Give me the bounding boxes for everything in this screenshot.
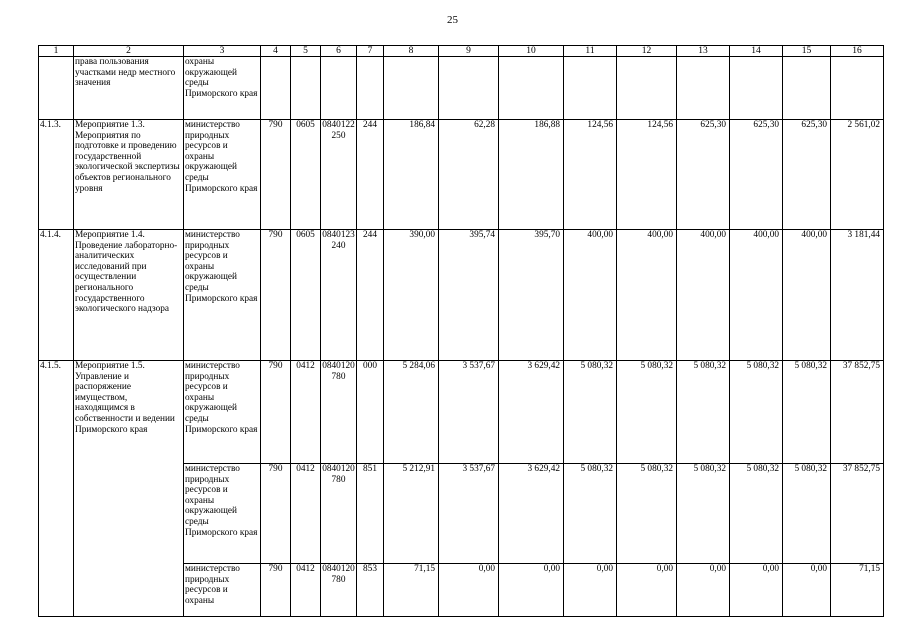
measure-name: права пользования участками недр местного значения — [74, 57, 184, 120]
value-cell: 0,00 — [617, 564, 677, 617]
value-cell — [564, 57, 617, 120]
value-cell: 71,15 — [384, 564, 439, 617]
budget-table — [38, 45, 884, 617]
value-cell: 5 080,32 — [783, 464, 831, 564]
value-cell — [439, 57, 499, 120]
value-cell: 625,30 — [783, 120, 831, 230]
executor-name: министерство природных ресурсов и охраны — [184, 564, 261, 617]
column-header: 12 — [617, 46, 677, 57]
value-cell: 0,00 — [499, 564, 564, 617]
value-cell: 3 181,44 — [831, 230, 884, 361]
measure-name: Мероприятие 1.5. Управление и распоряжение имуществом, находящимся в собственности и ведении Приморского края — [74, 361, 184, 617]
value-cell: 400,00 — [677, 230, 730, 361]
value-cell: 5 284,06 — [384, 361, 439, 464]
value-cell: 625,30 — [730, 120, 783, 230]
code-rz-pr: 0605 — [291, 120, 321, 230]
value-cell: 3 629,42 — [499, 361, 564, 464]
code-rz-pr: 0412 — [291, 464, 321, 564]
code-gr: 790 — [261, 230, 291, 361]
value-cell: 5 080,32 — [617, 361, 677, 464]
executor-name: министерство природных ресурсов и охраны окружающей среды Приморского края — [184, 120, 261, 230]
code-rz-pr: 0605 — [291, 230, 321, 361]
measure-name: Мероприятие 1.3. Мероприятия по подготовке и проведению государственной экологической экспертизы объектов регионального уровня — [74, 120, 184, 230]
value-cell: 0,00 — [730, 564, 783, 617]
value-cell: 400,00 — [730, 230, 783, 361]
code-vr: 853 — [357, 564, 384, 617]
value-cell — [783, 57, 831, 120]
column-header: 6 — [321, 46, 357, 57]
table-row — [39, 120, 884, 230]
column-header: 7 — [357, 46, 384, 57]
row-number: 4.1.5. — [39, 361, 74, 617]
value-cell: 5 080,32 — [677, 464, 730, 564]
value-cell: 390,00 — [384, 230, 439, 361]
value-cell: 395,74 — [439, 230, 499, 361]
value-cell: 400,00 — [617, 230, 677, 361]
row-number: 4.1.4. — [39, 230, 74, 361]
code-csr: 0840120780 — [321, 464, 357, 564]
code-vr: 000 — [357, 361, 384, 464]
value-cell: 3 537,67 — [439, 464, 499, 564]
value-cell: 400,00 — [783, 230, 831, 361]
value-cell: 71,15 — [831, 564, 884, 617]
executor-name: министерство природных ресурсов и охраны окружающей среды Приморского края — [184, 464, 261, 564]
code-rz-pr — [291, 57, 321, 120]
executor-name: министерство природных ресурсов и охраны окружающей среды Приморского края — [184, 361, 261, 464]
table-row — [39, 361, 884, 464]
column-header: 13 — [677, 46, 730, 57]
code-csr: 0840120780 — [321, 564, 357, 617]
value-cell: 37 852,75 — [831, 464, 884, 564]
value-cell: 3 629,42 — [499, 464, 564, 564]
value-cell: 0,00 — [783, 564, 831, 617]
value-cell: 186,84 — [384, 120, 439, 230]
page-number: 25 — [447, 14, 458, 26]
value-cell: 0,00 — [677, 564, 730, 617]
value-cell: 400,00 — [564, 230, 617, 361]
value-cell: 0,00 — [564, 564, 617, 617]
value-cell: 186,88 — [499, 120, 564, 230]
table-row — [39, 230, 884, 361]
measure-name: Мероприятие 1.4. Проведение лабораторно-аналитических исследований при осуществлении регионального государственного экологического надзора — [74, 230, 184, 361]
code-vr: 851 — [357, 464, 384, 564]
column-header: 16 — [831, 46, 884, 57]
value-cell: 124,56 — [564, 120, 617, 230]
value-cell: 124,56 — [617, 120, 677, 230]
value-cell: 0,00 — [439, 564, 499, 617]
code-vr: 244 — [357, 120, 384, 230]
code-rz-pr: 0412 — [291, 564, 321, 617]
row-number — [39, 57, 74, 120]
value-cell — [831, 57, 884, 120]
executor-name: охраны окружающей среды Приморского края — [184, 57, 261, 120]
column-header: 4 — [261, 46, 291, 57]
code-gr: 790 — [261, 564, 291, 617]
column-header: 15 — [783, 46, 831, 57]
column-header: 8 — [384, 46, 439, 57]
column-header: 5 — [291, 46, 321, 57]
code-gr: 790 — [261, 361, 291, 464]
code-csr: 0840122250 — [321, 120, 357, 230]
value-cell: 5 212,91 — [384, 464, 439, 564]
column-header: 2 — [74, 46, 184, 57]
code-gr: 790 — [261, 464, 291, 564]
value-cell: 5 080,32 — [617, 464, 677, 564]
value-cell: 5 080,32 — [564, 464, 617, 564]
code-csr: 0840123240 — [321, 230, 357, 361]
column-header: 9 — [439, 46, 499, 57]
row-number: 4.1.3. — [39, 120, 74, 230]
value-cell: 5 080,32 — [730, 464, 783, 564]
value-cell: 395,70 — [499, 230, 564, 361]
column-header: 3 — [184, 46, 261, 57]
value-cell: 2 561,02 — [831, 120, 884, 230]
value-cell — [677, 57, 730, 120]
code-gr — [261, 57, 291, 120]
value-cell: 37 852,75 — [831, 361, 884, 464]
header-row — [39, 46, 884, 57]
code-vr — [357, 57, 384, 120]
executor-name: министерство природных ресурсов и охраны окружающей среды Приморского края — [184, 230, 261, 361]
code-vr: 244 — [357, 230, 384, 361]
code-csr: 0840120780 — [321, 361, 357, 464]
value-cell: 625,30 — [677, 120, 730, 230]
value-cell: 5 080,32 — [783, 361, 831, 464]
value-cell: 62,28 — [439, 120, 499, 230]
value-cell: 3 537,67 — [439, 361, 499, 464]
value-cell: 5 080,32 — [564, 361, 617, 464]
value-cell: 5 080,32 — [730, 361, 783, 464]
code-rz-pr: 0412 — [291, 361, 321, 464]
value-cell — [499, 57, 564, 120]
table-row — [39, 57, 884, 120]
value-cell — [730, 57, 783, 120]
value-cell — [384, 57, 439, 120]
column-header: 10 — [499, 46, 564, 57]
column-header: 14 — [730, 46, 783, 57]
code-csr — [321, 57, 357, 120]
column-header: 1 — [39, 46, 74, 57]
column-header: 11 — [564, 46, 617, 57]
value-cell — [617, 57, 677, 120]
value-cell: 5 080,32 — [677, 361, 730, 464]
code-gr: 790 — [261, 120, 291, 230]
